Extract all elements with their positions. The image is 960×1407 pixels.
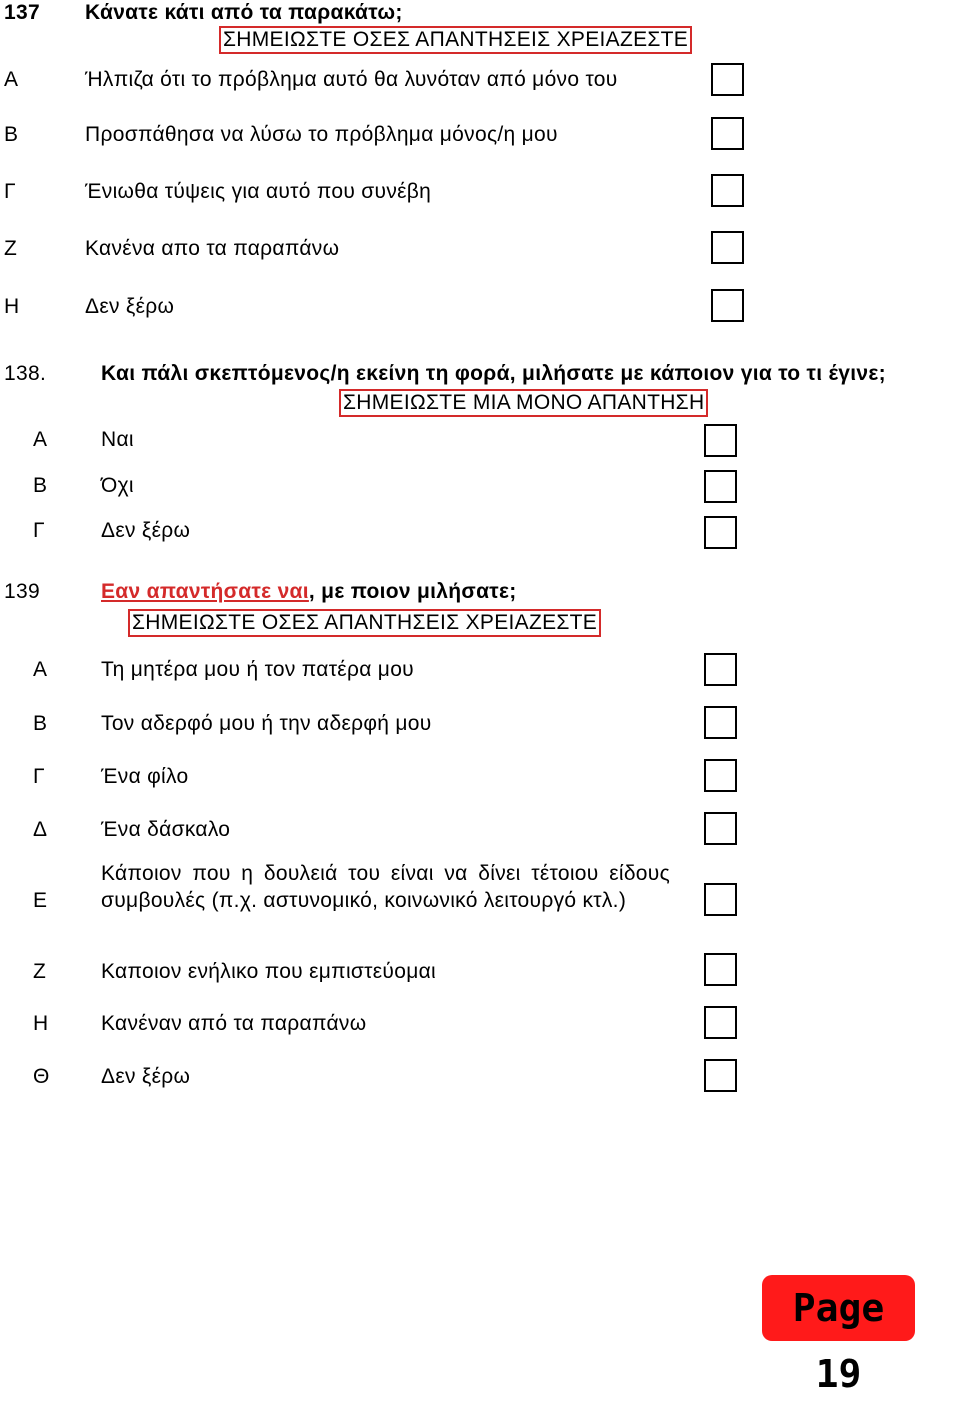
q137-letter: Γ [4,180,16,203]
q137-checkbox-a[interactable] [711,63,744,96]
q139-letter: Η [33,1012,49,1035]
q139-checkbox-z[interactable] [704,953,737,986]
q139-option-label: Ένα δάσκαλο [101,818,231,841]
q138-letter: Γ [33,519,45,542]
q139-checkbox-th[interactable] [704,1059,737,1092]
q137-instruction: ΣΗΜΕΙΩΣΤΕ ΟΣΕΣ ΑΠΑΝΤΗΣΕΙΣ ΧΡΕΙΑΖΕΣΤΕ [219,26,692,54]
q139-instruction: ΣΗΜΕΙΩΣΤΕ ΟΣΕΣ ΑΠΑΝΤΗΣΕΙΣ ΧΡΕΙΑΖΕΣΤΕ [128,609,601,637]
q139-letter: Δ [33,818,48,841]
q138-question: Και πάλι σκεπτόμενος/η εκείνη τη φορά, μιλήσατε με κάποιον για το τι έγινε; [101,362,886,385]
q139-checkbox-c[interactable] [704,759,737,792]
q139-question: , με ποιον μιλήσατε; [308,580,517,603]
q139-option-label: Κάποιον που η δουλειά του είναι να δίνει τέτοιου είδους συμβουλές (π.χ. αστυνομικό, κοινωνικό λειτουργό κτλ.) [101,862,670,912]
q137-letter: Α [4,68,19,91]
q137-option-label: Κανένα απο τα παραπάνω [85,237,340,260]
q139-letter: Α [33,658,48,681]
q139-question-line [101,579,517,605]
q138-number: 138. [4,362,47,385]
q138-checkbox-c[interactable] [704,516,737,549]
q139-option-label: Κανέναν από τα παραπάνω [101,1012,367,1035]
q139-option-label: Τη μητέρα μου ή τον πατέρα μου [101,658,414,681]
q139-checkbox-h[interactable] [704,1006,737,1039]
q137-option-label: Προσπάθησα να λύσω το πρόβλημα μόνος/η μου [85,123,558,146]
q137-option-label: Ήλπιζα ότι το πρόβλημα αυτό θα λυνόταν από μόνο του [85,68,618,91]
q137-checkbox-z[interactable] [711,231,744,264]
q139-option-label: Δεν ξέρω [101,1065,191,1088]
q138-checkbox-b[interactable] [704,470,737,503]
q137-checkbox-c[interactable] [711,174,744,207]
q139-letter: Ζ [33,960,47,983]
q137-question: Κάνατε κάτι από τα παρακάτω; [85,1,403,24]
q139-letter: Θ [33,1065,50,1088]
q137-letter: Ζ [4,237,18,260]
q139-checkbox-d[interactable] [704,812,737,845]
q139-number: 139 [4,580,40,603]
q138-checkbox-a[interactable] [704,424,737,457]
q138-letter: Α [33,428,48,451]
q137-letter: Β [4,123,19,146]
q138-instruction: ΣΗΜΕΙΩΣΤΕ ΜΙΑ ΜΟΝΟ ΑΠΑΝΤΗΣΗ [339,389,708,417]
q137-option-label: Ένιωθα τύψεις για αυτό που συνέβη [85,180,432,203]
q139-letter: Ε [33,889,48,912]
q139-checkbox-a[interactable] [704,653,737,686]
q138-option-label: Ναι [101,428,134,451]
q139-option-label: Καποιον ενήλικο που εμπιστεύομαι [101,960,436,983]
q137-checkbox-b[interactable] [711,117,744,150]
q137-letter: Η [4,295,20,318]
q137-checkbox-h[interactable] [711,289,744,322]
q139-option-label: Ένα φίλο [101,765,189,788]
q137-option-label: Δεν ξέρω [85,295,175,318]
q139-letter: Γ [33,765,45,788]
q138-letter: Β [33,474,48,497]
page-number-badge: Page 19 [762,1275,915,1341]
q139-condition: Εαν απαντήσατε ναι [101,580,309,603]
q139-checkbox-b[interactable] [704,706,737,739]
q138-option-label: Όχι [101,474,134,497]
q139-option-label: Τον αδερφό μου ή την αδερφή μου [101,712,432,735]
q137-number: 137 [4,1,40,24]
q138-option-label: Δεν ξέρω [101,519,191,542]
q139-letter: Β [33,712,48,735]
q139-checkbox-e[interactable] [704,883,737,916]
